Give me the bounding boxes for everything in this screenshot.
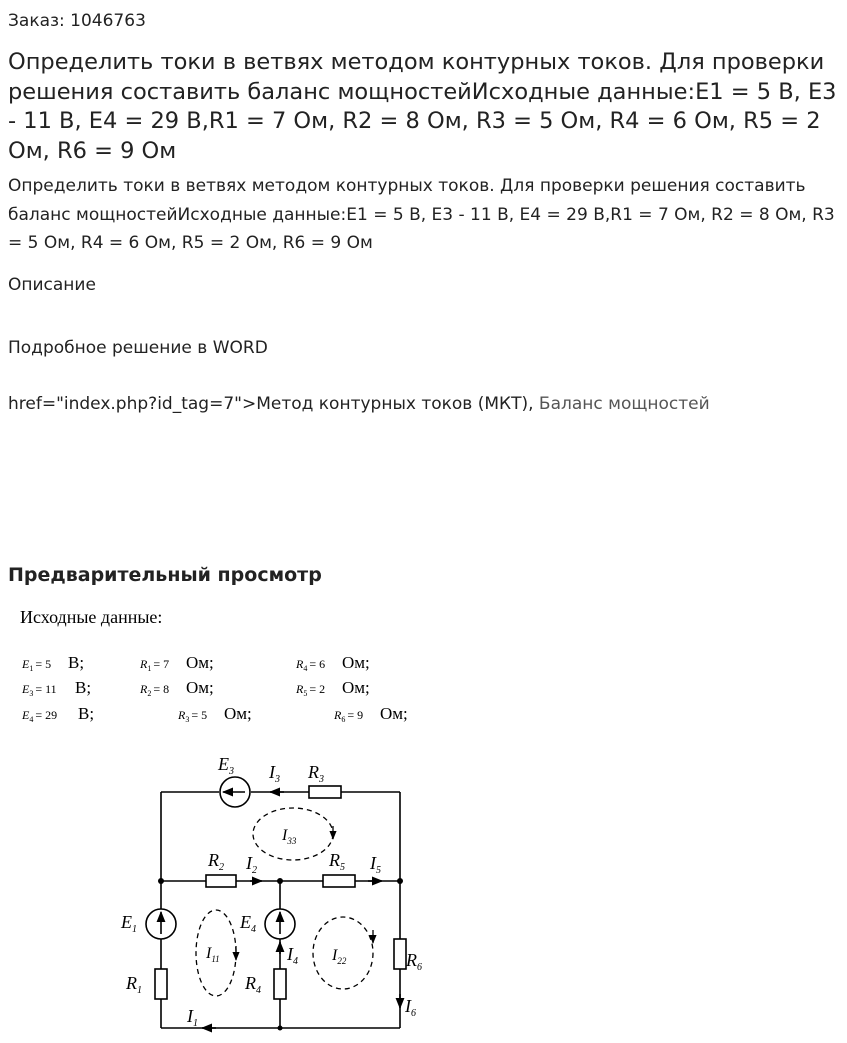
svg-text:Ом;: Ом; xyxy=(186,678,214,697)
param-r3 xyxy=(177,704,252,724)
param-e3 xyxy=(21,678,91,698)
label-i1: $I_1$ xyxy=(187,1006,198,1029)
label-i5: $I_5$ xyxy=(370,853,381,876)
preview-image xyxy=(8,596,448,1038)
label-r1: $R_1$ xyxy=(126,973,142,996)
order-number: Заказ: 1046763 xyxy=(8,11,146,31)
section-label: Описание xyxy=(8,275,96,295)
svg-text:Ом;: Ом; xyxy=(342,678,370,697)
svg-text:В;: В; xyxy=(68,653,85,672)
svg-text:Ом;: Ом; xyxy=(186,653,214,672)
resistor-r4 xyxy=(274,969,286,999)
circuit-diagram xyxy=(146,777,406,1031)
svg-text:R3= 5: $R_3 = 5$ xyxy=(178,708,208,724)
label-i22: $I_{22}$ xyxy=(332,947,347,966)
label-r3: $R_3$ xyxy=(308,762,324,785)
label-r4: $R_4$ xyxy=(245,973,261,996)
task-description: Определить токи в ветвях методом контурных токов. Для проверки решения составить баланс мощностейИсходные данные:E1 = 5 В, E3 - 11 В, E4 = 29 В,R1 = 7 Ом, R2 = 8 Ом, R3 = 5 Ом, R4 = 6 Ом, R5 = 2 Ом, R6 = 9 Ом xyxy=(8,176,835,253)
svg-text:Ом;: Ом; xyxy=(380,704,408,723)
param-e1 xyxy=(21,653,84,673)
tags-prefix: href="index.php?id_tag=7">Метод контурных токов (МКТ), xyxy=(8,394,539,414)
image-heading: Исходные данные: xyxy=(20,607,163,627)
svg-text:R6= 9: $R_6 = 9$ xyxy=(334,708,364,724)
tags-line xyxy=(8,393,710,415)
resistor-r6 xyxy=(394,939,406,969)
param-r1 xyxy=(139,653,214,673)
tag-link-power-balance[interactable]: Баланс мощностей xyxy=(538,394,710,414)
label-i4: $I_4$ xyxy=(287,944,298,967)
param-r5 xyxy=(295,678,370,698)
resistor-r5 xyxy=(323,875,355,887)
label-i3: $I_3$ xyxy=(269,762,280,785)
resistor-r1 xyxy=(155,969,167,999)
label-r6: $R_6$ xyxy=(406,950,422,973)
label-e4: $E_4$ xyxy=(240,912,256,935)
label-i2: $I_2$ xyxy=(246,853,257,876)
label-r2: $R_2$ xyxy=(208,850,224,873)
label-i6: $I_6$ xyxy=(405,996,416,1019)
svg-text:R5= 2: $R_5 = 2$ xyxy=(296,682,326,698)
source-e1 xyxy=(146,909,176,939)
label-i33: $I_{33}$ xyxy=(282,827,297,846)
param-r6 xyxy=(333,704,408,724)
svg-text:E1= 5: $E_1 = 5$ xyxy=(22,657,52,673)
param-r2 xyxy=(139,678,214,698)
svg-text:E4= 29: $E_4 = 29$ xyxy=(22,708,58,724)
svg-text:В;: В; xyxy=(75,678,92,697)
label-e1: $E_1$ xyxy=(121,912,137,935)
resistor-r2 xyxy=(206,875,236,887)
svg-text:Ом;: Ом; xyxy=(342,653,370,672)
label-r5: $R_5$ xyxy=(329,850,345,873)
svg-text:R4= 6: $R_4 = 6$ xyxy=(296,657,326,673)
preview-heading: Предварительный просмотр xyxy=(8,564,322,586)
label-e3: $E_3$ xyxy=(218,754,234,777)
page-title: Определить токи в ветвях методом контурных токов. Для проверки решения составить баланс мощностейИсходные данные:E1 = 5 В, E3 - 11 В, E4 = 29 В,R1 = 7 Ом, R2 = 8 Ом, R3 = 5 Ом, R4 = 6 Ом, R5 = 2 Ом, R6 = 9 Ом xyxy=(8,49,837,164)
solution-note: Подробное решение в WORD xyxy=(8,338,268,358)
resistor-r3 xyxy=(309,786,341,798)
param-r4 xyxy=(295,653,370,673)
label-i11: $I_{11}$ xyxy=(206,945,220,964)
svg-text:Ом;: Ом; xyxy=(224,704,252,723)
svg-text:E3= 11: $E_3 = 11$ xyxy=(22,682,57,698)
param-e4 xyxy=(21,704,94,724)
current-arrows xyxy=(202,792,400,1028)
svg-text:R2= 8: $R_2 = 8$ xyxy=(140,682,170,698)
svg-text:R1= 7: $R_1 = 7$ xyxy=(140,657,170,673)
source-e4 xyxy=(265,909,295,939)
source-e3 xyxy=(220,777,250,807)
svg-text:В;: В; xyxy=(78,704,95,723)
